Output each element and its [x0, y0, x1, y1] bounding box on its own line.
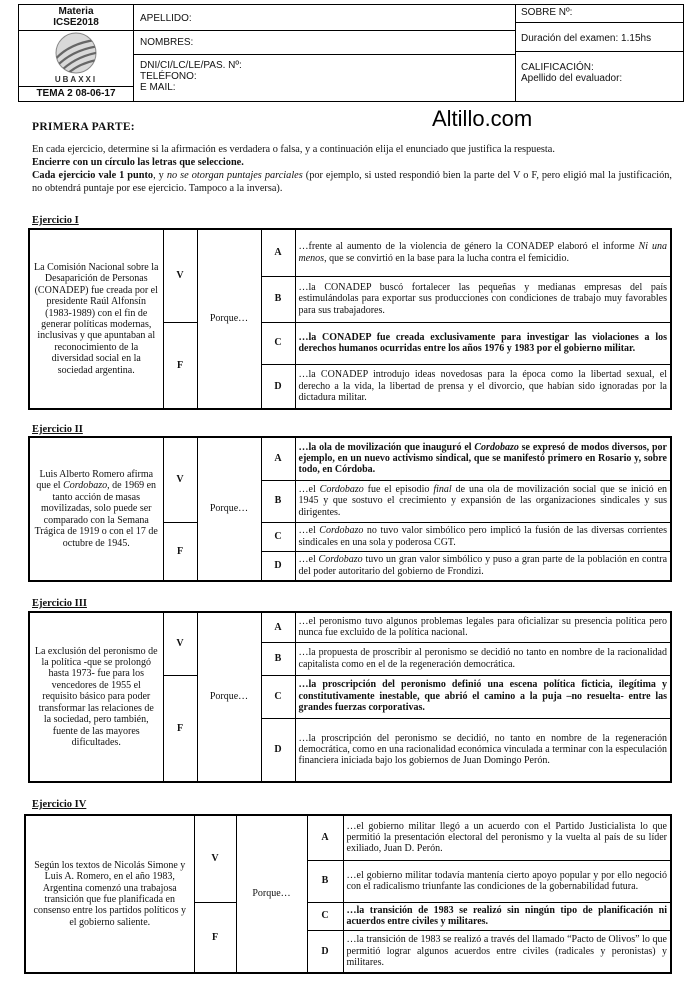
- option-a-text: …la ola de movilización que inauguró el Cordobazo se expresó de modos diversos, por ejemplo, en un nuevo activismo sindical, que se manifestó primero en Rosario y, sobre todo, en Córdoba.: [295, 437, 671, 480]
- option-b-text: …la propuesta de proscribir al peronismo se decidió no tanto en nombre de la racionalidad capitalista como en el de la regeneración democrática.: [295, 642, 671, 675]
- option-b-letter[interactable]: B: [261, 480, 295, 522]
- apellido-field[interactable]: APELLIDO:: [140, 13, 192, 24]
- option-a-letter[interactable]: A: [261, 612, 295, 642]
- porque-label: Porque…: [236, 815, 307, 973]
- option-b-letter[interactable]: B: [261, 276, 295, 322]
- option-c-text: …la CONADEP fue creada exclusivamente para investigar las violaciones a los derechos humanos ocurridas entre los años 1976 y 1983 por el gobierno militar.: [295, 322, 671, 364]
- option-a-letter[interactable]: A: [261, 229, 295, 276]
- materia-cell: [19, 5, 134, 101]
- false-option[interactable]: F: [194, 902, 236, 973]
- watermark: Altillo.com: [432, 106, 533, 131]
- evaluador-field[interactable]: Apellido del evaluador:: [521, 73, 623, 84]
- exercise-2-table: [28, 436, 672, 582]
- option-a-text: …frente al aumento de la violencia de género la CONADEP elaboró el informe Ni una menos, que se convirtió en la base para la lucha contra el femicidio.: [295, 229, 671, 276]
- porque-label: Porque…: [197, 437, 261, 581]
- option-b-text: …la CONADEP buscó fortalecer las pequeñas y medianas empresas del país estimulándolas para exportar sus producciones con condiciones de trabajo muy favorables para sus trabajadores.: [295, 276, 671, 322]
- option-d-text: …la CONADEP introdujo ideas novedosas para la época como la libertad sexual, el derecho a la vida, la libertad de prensa y el divorcio, que habían sido ignoradas por la dictadura militar.: [295, 364, 671, 409]
- exercise-title: Ejercicio II: [32, 424, 83, 435]
- option-c-text: …la transición de 1983 se realizó sin ningún tipo de planificación ni acuerdos entre civiles y militares.: [343, 902, 671, 930]
- false-option[interactable]: F: [163, 522, 197, 581]
- option-c-letter[interactable]: C: [261, 322, 295, 364]
- option-d-letter[interactable]: D: [261, 364, 295, 409]
- false-option[interactable]: F: [163, 675, 197, 782]
- instruction-line: En cada ejercicio, determine si la afirmación es verdadera o falsa, y a continuación elija el enunciado que justifica la respuesta.: [32, 144, 555, 155]
- option-a-text: …el gobierno militar llegó a un acuerdo con el Partido Justicialista lo que permitió la presentación electoral del peronismo y la vuelta al país de su líder exiliado, Juan D. Perón.: [343, 815, 671, 860]
- instruction-line: [32, 169, 672, 195]
- option-c-letter[interactable]: C: [261, 522, 295, 551]
- false-option[interactable]: F: [163, 322, 197, 409]
- instruction-italic: no se otorgan puntajes parciales: [166, 170, 303, 181]
- tema-label: TEMA 2 08-06-17: [36, 88, 116, 99]
- statement: Luis Alberto Romero afirma que el Cordobazo, de 1969 en tanto acción de masas movilizadas, solo puede ser comparado con la Semana Trágica de 1919 o con el 17 de octubre de 1945.: [29, 437, 163, 581]
- true-option[interactable]: V: [163, 229, 197, 322]
- statement: Según los textos de Nicolás Simone y Luis A. Romero, en el año 1983, Argentina comenzó una trabajosa transición que fue planificada en consenso entre los partidos políticos y el gobierno saliente.: [25, 815, 194, 973]
- porque-label: Porque…: [197, 229, 261, 409]
- option-d-letter[interactable]: D: [307, 930, 343, 973]
- option-d-letter[interactable]: D: [261, 718, 295, 782]
- student-info-cell: [134, 5, 516, 101]
- email-field[interactable]: E MAIL:: [140, 82, 176, 93]
- instruction-line: Encierre con un círculo las letras que seleccione.: [32, 157, 244, 168]
- nombres-field[interactable]: NOMBRES:: [140, 37, 194, 48]
- exercise-title: Ejercicio III: [32, 598, 87, 609]
- true-option[interactable]: V: [163, 612, 197, 675]
- dni-field[interactable]: DNI/CI/LC/LE/PAS. Nº:: [140, 60, 242, 71]
- option-d-text: …la transición de 1983 se realizó a través del llamado “Pacto de Olivos” lo que permitió lograr algunos acuerdos entre civiles (radicales y peronistas) y militares.: [343, 930, 671, 973]
- exercise-4-table: [24, 814, 672, 974]
- option-c-text: …la proscripción del peronismo definió una escena política ficticia, ilegítima y constitutivamente inestable, que abrió el camino a la puja –no resuelta- entre las grandes fuerzas corporativas.: [295, 675, 671, 718]
- option-d-text: …el Cordobazo tuvo un gran valor simbólico y puso a gran parte de la población en contra del poder autoritario del gobierno de Frondizi.: [295, 551, 671, 581]
- materia-label-text: Materia: [58, 6, 94, 17]
- option-a-text: …el peronismo tuvo algunos problemas legales para oficializar su presencia política pero nunca fue excluido de la política nacional.: [295, 612, 671, 642]
- statement: La Comisión Nacional sobre la Desaparición de Personas (CONADEP) fue creada por el presidente Raúl Alfonsín (1983-1989) con el fin de generar políticas modernas, inclusivas y que apuntaban al reconocimiento de la diversidad social en la sociedad argentina.: [29, 229, 163, 409]
- instruction-bold: Cada ejercicio vale 1 punto: [32, 170, 154, 181]
- telefono-field[interactable]: TELÉFONO:: [140, 71, 197, 82]
- instruction-text: , y: [153, 170, 167, 181]
- grading-cell: [516, 5, 683, 101]
- duracion-label: Duración del examen: 1.15hs: [521, 33, 652, 44]
- section-title: PRIMERA PARTE:: [32, 121, 135, 133]
- option-b-letter[interactable]: B: [261, 642, 295, 675]
- sobre-field[interactable]: SOBRE Nº:: [521, 7, 573, 18]
- exercise-3-table: [28, 611, 672, 783]
- option-b-letter[interactable]: B: [307, 860, 343, 902]
- option-d-text: …la proscripción del peronismo se decidió, no tanto en nombre de la regeneración democrática, como en una racionalidad económica vinculada a terminar con la especulación financiera iniciada bajo los gobiernos de Juan Domingo Perón.: [295, 718, 671, 782]
- option-b-text: …el Cordobazo fue el episodio final de una ola de movilización social que se inició en 1945 y que sostuvo el crecimiento y expansión de las organizaciones sindicales y sus dirigentes.: [295, 480, 671, 522]
- ubaxxi-logo-icon: [49, 32, 103, 74]
- exercise-1-table: [28, 228, 672, 410]
- option-d-letter[interactable]: D: [261, 551, 295, 581]
- true-option[interactable]: V: [194, 815, 236, 902]
- true-option[interactable]: V: [163, 437, 197, 522]
- option-c-text: …el Cordobazo no tuvo valor simbólico pero implicó la fusión de las diversas corrientes sindicales en una sola y poderosa CGT.: [295, 522, 671, 551]
- logo-text: UBAXXI: [54, 75, 98, 84]
- exercise-title: Ejercicio IV: [32, 799, 87, 810]
- option-a-letter[interactable]: A: [261, 437, 295, 480]
- exercise-title: Ejercicio I: [32, 215, 79, 226]
- calificacion-field[interactable]: CALIFICACIÓN:: [521, 62, 594, 73]
- instructions: [32, 143, 672, 195]
- instruction-text: (por ejemplo, si usted respondió bien la parte del V o F, pero eligió mal la justificación, no obtendrá puntaje por ese ejercicio. Tampoco a la inversa).: [32, 170, 673, 194]
- materia-code: ICSE2018: [53, 17, 99, 28]
- exam-header: [18, 4, 684, 102]
- statement: La exclusión del peronismo de la política -que se prolongó hasta 1973- fue para los vencedores de 1955 el requisito básico para poder transformar las relaciones de la sociedad, pero también, fuente de las mayores dificultades.: [29, 612, 163, 782]
- porque-label: Porque…: [197, 612, 261, 782]
- option-b-text: …el gobierno militar todavía mantenía cierto apoyo popular y por ello negoció con el radicalismo triunfante las condiciones de la gobernabilidad futura.: [343, 860, 671, 902]
- option-c-letter[interactable]: C: [261, 675, 295, 718]
- option-a-letter[interactable]: A: [307, 815, 343, 860]
- option-c-letter[interactable]: C: [307, 902, 343, 930]
- materia-label: [19, 6, 133, 28]
